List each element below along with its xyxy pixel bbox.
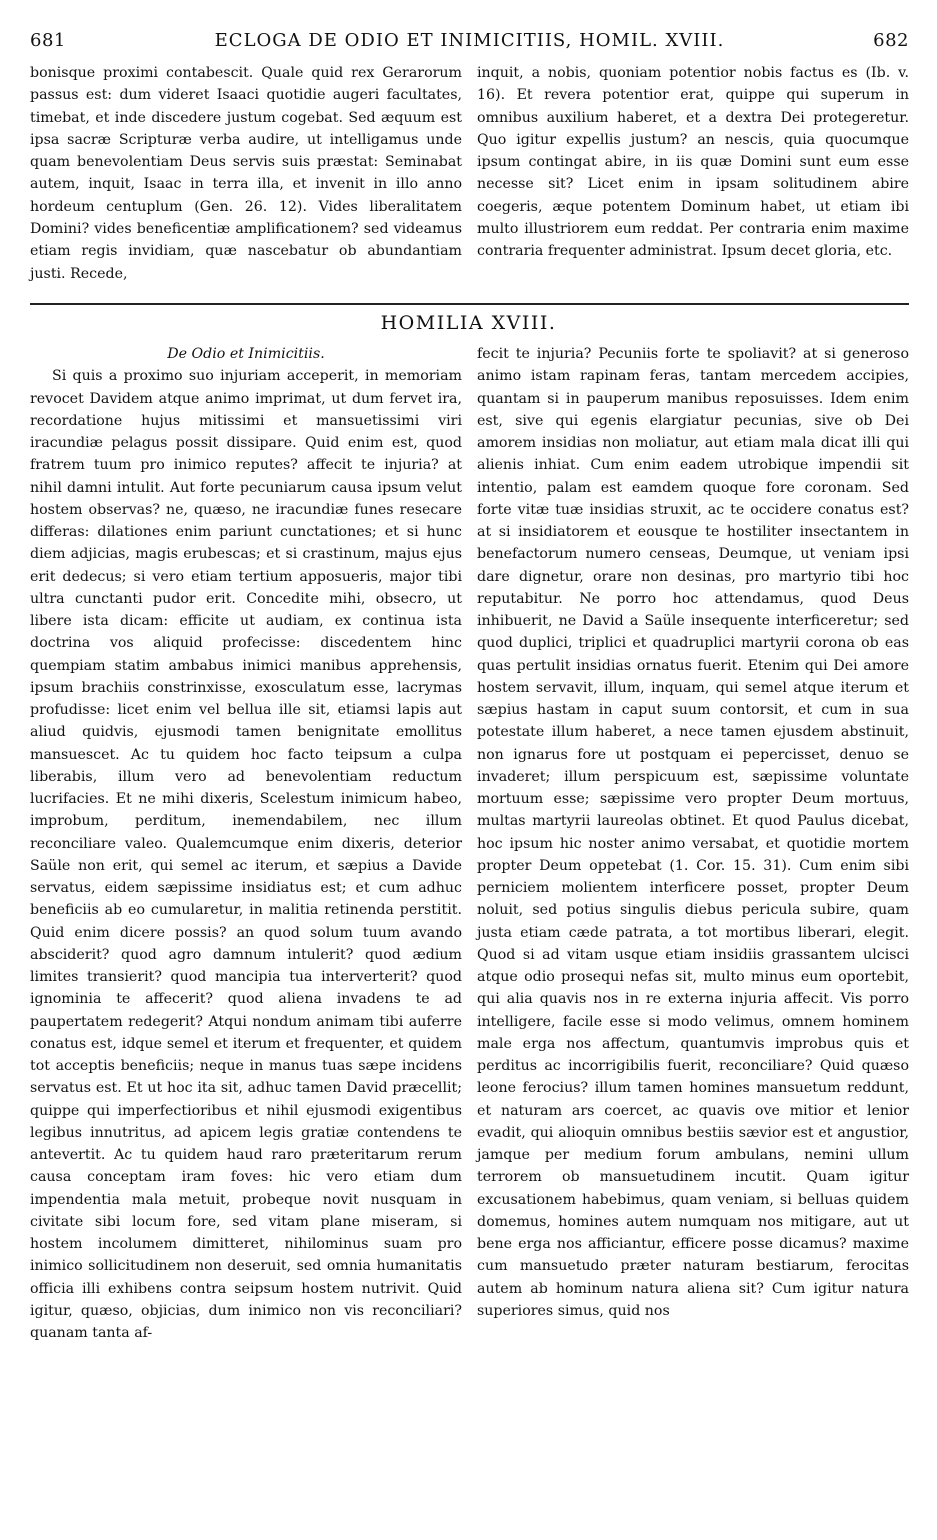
top-left-column xyxy=(30,62,462,285)
main-left-text: Si quis a proximo suo injuriam acceperit, in memoriam revocet Davidem atque animo imprimat, ut dum fervet ira, recordatione hujus mitissimi et mansuetissimi viri iracundiæ pelagus possit dissipare. Quid enim est, quod fratrem tuum pro inimico reputes? affecit te injuria? at nihil damni intulit. Aut forte pecuniarum causa ipsum velut hostem observas? ne, quæso, ne iracundiæ funes resecare differas: dilationes enim pariunt cunctationes; et si hunc diem adjicias, magis erubescas; et si crastinum, majus ejus erit dedecus; si vero etiam tertium apposueris, major tibi ultra cunctanti pudor erit. Concedite mihi, obsecro, ut libere ista dicam: efficite ut audiam, ex continua ista doctrina vos aliquid profecisse: discedentem hinc quempiam statim ambabus inimici manibus apprehensis, ipsum brachiis constrinxisse, exosculatum esse, lacrymas profudisse: licet enim vel bellua ille sit, etiamsi lapis aut aliud quidvis, ejusmodi tamen benignitate emollitus mansuescet. Ac tu quidem hoc facto teipsum a culpa liberabis, illum vero ad benevolentiam reductum lucrifacies. Et ne mihi dixeris, Scelestum inimicum habeo, improbum, perditum, inemendabilem, nec illum reconciliare valeo. Qualemcumque enim dixeris, deterior Saüle non erit, qui semel ac iterum, et sæpius a Davide servatus, eidem sæpissime insidiatus est; et cum adhuc beneficiis ab eo cumularetur, in malitia retinenda perstitit. Quid enim dicere possis? an quod solum tuum avando absciderit? quod agro damnum intulerit? quod ædium limites transierit? quod mancipia tua interverterit? quod ignominia te affecerit? quod aliena invadens te ad paupertatem redegerit? Atqui nondum animam tibi auferre conatus est, idque semel et iterum et frequenter, et quidem tot acceptis beneficiis; neque in manus tuas sæpe incidens servatus est. Et ut hoc ita sit, adhuc tamen David præcellit; quippe qui imperfectioribus et nihil ejusmodi exigentibus legibus innutritus, ad apicem legis gratiæ contendens te antevertit. Ac tu quidem haud raro præteritarum rerum causa conceptam iram foves: hic vero etiam dum impendentia mala metuit, probeque novit nusquam in civitate sibi locum fore, sed vitam plane miseram, si hostem incolumem dimitteret, nihilominus suam pro inimico sollicitudinem non deseruit, sed omnia humanitatis officia illi exhibens contra seipsum hostem nutrivit. Quid igitur, quæso, objicias, dum inimico non vis reconciliari? quanam tanta af- xyxy=(30,368,462,1341)
homily-subtitle: De Odio et Inimicitiis. xyxy=(167,346,325,362)
page-number-left: 681 xyxy=(30,30,66,51)
page-number-right: 682 xyxy=(873,30,909,51)
main-right-column xyxy=(477,343,909,1344)
top-right-text: inquit, a nobis, quoniam potentior nobis factus es (Ib. v. 16). Et revera potentior erat, quippe qui superum in omnibus auxilium haberet, et a dextra Dei protegeretur. Quo igitur expellis justum? an nescis, quia quocumque ipsum contingat abire, in iis quæ Domini sunt eum esse necesse sit? Licet enim in ipsam solitudinem abire coegeris, æque potentem Dominum habet, ut etiam ibi multo illustriorem eum reddat. Per contraria enim maxime contraria frequenter administrat. Ipsum decet gloria, etc. xyxy=(477,65,909,260)
section-divider xyxy=(30,303,909,305)
top-left-text: bonisque proximi contabescit. Quale quid rex Gerarorum passus est: dum videret Isaaci quotidie augeri facultates, timebat, et inde discedere justum cogebat. Sed æquum est ipsa sacræ Scripturæ verba audire, ut intelligamus unde quam benevolentiam Deus servis suis præstat: Seminabat autem, inquit, Isaac in terra illa, et invenit in illo anno hordeum centuplum (Gen. 26. 12). Vides liberalitatem Domini? vides beneficentiæ amplificationem? sed videamus etiam regis invidiam, quæ nascebatur ob abundantiam justi. Recede, xyxy=(30,65,462,282)
homily-body xyxy=(30,343,909,1344)
homily-title: HOMILIA XVIII. xyxy=(380,312,557,334)
running-title: ECLOGA DE ODIO ET INIMICITIIS, HOMIL. XVIII. xyxy=(214,30,725,51)
main-left-column xyxy=(30,343,462,1344)
top-right-column xyxy=(477,62,909,285)
main-right-text: fecit te injuria? Pecuniis forte te spoliavit? at si generoso animo istam rapinam feras, tantam mercedem accipies, quantam si in pauperum manibus reposuisses. Idem enim est, sive qui egenis elargiatur pecunias, sive ob Dei amorem insidias non moliatur, aut etiam mala dicat illi qui alienis inhiat. Cum enim eadem utrobique impendii sit intentio, palam est eamdem quoque fore coronam. Sed forte vitæ tuæ insidias struxit, ac te occidere conatus est? at si insidiatorem et eousque te hostiliter insectantem in benefactorum numero censeas, Deumque, ut veniam ipsi dare dignetur, orare non desinas, pro martyrio tibi hoc reputabitur. Ne porro hoc attendamus, quod Deus inhibuerit, ne David a Saüle insequente interficeretur; sed quod duplici, triplici et quadruplici martyrii corona ob eas quas pertulit insidias ornatus fuerit. Etenim qui Dei amore hostem servavit, illum, inquam, qui semel atque iterum et sæpius hastam in caput suum contorsit, et cum in sua potestate illum haberet, a nece tamen ejusdem abstinuit, non ignarus fore ut postquam ei pepercisset, denuo se invaderet; illum perspicuum est, sæpissime voluntate mortuum esse; sæpissime vero propter Deum mortuus, multas martyrii laureolas obtinet. Et quod Paulus dicebat, hoc ipsum hic noster animo versabat, et quotidie mortem propter Deum oppetebat (1. Cor. 15. 31). Cum enim sibi perniciem molientem interficere posset, propter Deum noluit, sed potius singulis diebus pericula subire, quam justa etiam cæde patrata, a tot mortibus liberari, elegit. Quod si ad vitam usque etiam insidiis grassantem ulcisci atque odio prosequi nefas sit, multo minus eum oportebit, qui alia quavis nos in re externa injuria affecit. Vis porro intelligere, facile esse si modo velimus, omnem hominem male erga nos affectum, quantumvis improbus quis et perditus ac incorrigibilis fuerit, reconciliare? Quid quæso leone ferocius? illum tamen homines mansuetum reddunt, et naturam ars coercet, ac quavis ove mitior et lenior evadit, qui alioquin omnibus bestiis sævior est et angustior, jamque per medium forum ambulans, nemini ullum terrorem ob mansuetudinem incutit. Quam igitur excusationem habebimus, quam veniam, si belluas quidem domemus, homines autem numquam nos mitigare, aut ut bene erga nos afficiantur, efficere posse dicamus? maxime cum mansuetudo præter naturam bestiarum, ferocitas autem ab hominum natura aliena sit? Cum igitur natura superiores simus, quid nos xyxy=(477,346,909,1319)
previous-homily-ending xyxy=(30,62,909,285)
running-head xyxy=(30,30,909,60)
